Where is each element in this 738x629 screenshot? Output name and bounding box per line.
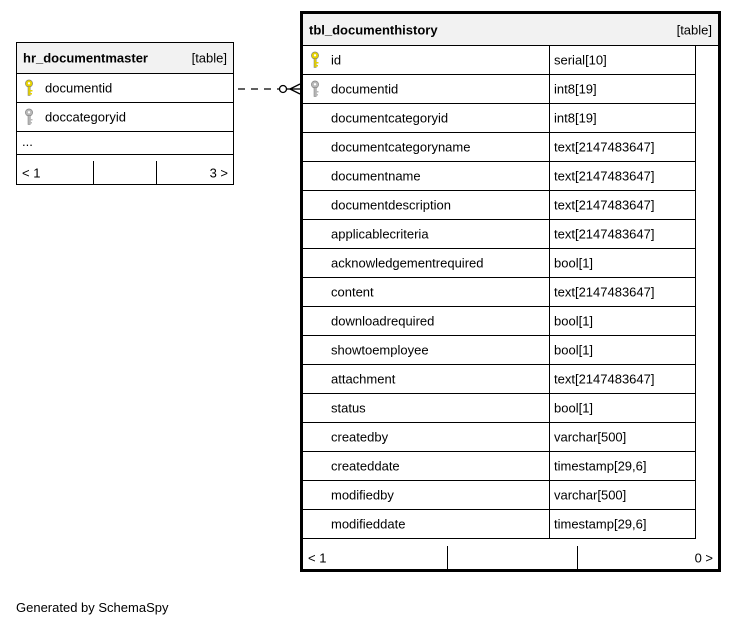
column-name: downloadrequired <box>331 313 435 329</box>
column-name: documentcategoryname <box>331 139 471 155</box>
table-footer <box>303 546 718 569</box>
footer-next-text: 3 > <box>209 165 228 180</box>
column-type: timestamp[29,6] <box>554 516 647 532</box>
column-row-modifieddate[interactable] <box>303 510 696 539</box>
table-kind: [table] <box>191 50 227 66</box>
column-divider <box>549 394 550 423</box>
column-type: serial[10] <box>554 52 607 68</box>
column-type: timestamp[29,6] <box>554 458 647 474</box>
table-header <box>17 43 233 74</box>
column-type: varchar[500] <box>554 429 627 445</box>
column-type: text[2147483647] <box>554 284 655 300</box>
ellipsis-text: ... <box>22 134 33 149</box>
column-row-createddate[interactable] <box>303 452 696 481</box>
column-type: bool[1] <box>554 342 594 358</box>
footer-prev-text: < 1 <box>308 550 327 565</box>
column-divider <box>549 46 550 75</box>
column-divider <box>549 249 550 278</box>
column-row-modifiedby[interactable] <box>303 481 696 510</box>
column-row-acknowledgementrequired[interactable] <box>303 249 696 278</box>
footer-cell-mid <box>94 161 157 184</box>
table-tbl-documenthistory[interactable] <box>300 11 721 572</box>
foreign-key-icon <box>24 108 36 126</box>
column-divider <box>549 133 550 162</box>
column-row-createdby[interactable] <box>303 423 696 452</box>
foreign-key-icon <box>310 80 322 98</box>
table-title: hr_documentmaster <box>23 50 148 66</box>
column-type: text[2147483647] <box>554 197 655 213</box>
column-type: text[2147483647] <box>554 168 655 184</box>
column-row-applicablecriteria[interactable] <box>303 220 696 249</box>
column-name: documentname <box>331 168 421 184</box>
column-row-documentid[interactable] <box>303 75 696 104</box>
column-row-documentdescription[interactable] <box>303 191 696 220</box>
column-divider <box>549 75 550 104</box>
column-row-documentcategoryid[interactable] <box>303 104 696 133</box>
column-row-content[interactable] <box>303 278 696 307</box>
generated-by-label: Generated by SchemaSpy <box>16 600 169 615</box>
footer-cell-next[interactable] <box>578 546 718 569</box>
column-name: documentdescription <box>331 197 451 213</box>
column-divider <box>549 278 550 307</box>
column-row-downloadrequired[interactable] <box>303 307 696 336</box>
table-title: tbl_documenthistory <box>309 22 438 37</box>
column-name: createdby <box>331 429 389 445</box>
column-name: modifieddate <box>331 516 406 532</box>
column-divider <box>549 162 550 191</box>
column-divider <box>549 307 550 336</box>
column-row-documentcategoryname[interactable] <box>303 133 696 162</box>
column-divider <box>549 220 550 249</box>
primary-key-icon <box>24 79 36 97</box>
column-type: bool[1] <box>554 313 594 329</box>
column-row-documentname[interactable] <box>303 162 696 191</box>
table-hr-documentmaster[interactable] <box>16 42 234 185</box>
footer-cell-mid <box>448 546 578 569</box>
column-divider <box>549 423 550 452</box>
column-row-doccategoryid[interactable] <box>17 103 233 132</box>
column-type: varchar[500] <box>554 487 627 503</box>
column-type: bool[1] <box>554 400 594 416</box>
table-footer <box>17 161 233 184</box>
column-name: status <box>331 400 366 416</box>
footer-cell-prev[interactable] <box>303 546 448 569</box>
column-name: createddate <box>331 458 400 474</box>
column-name: id <box>331 52 342 68</box>
footer-cell-next[interactable] <box>157 161 233 184</box>
column-type: int8[19] <box>554 110 597 126</box>
primary-key-icon <box>310 51 322 69</box>
column-name: attachment <box>331 371 396 387</box>
footer-next-text: 0 > <box>694 550 713 565</box>
column-row-showtoemployee[interactable] <box>303 336 696 365</box>
table-kind: [table] <box>676 22 712 37</box>
column-divider <box>549 191 550 220</box>
column-divider <box>549 452 550 481</box>
column-type: text[2147483647] <box>554 139 655 155</box>
column-name: doccategoryid <box>45 109 126 125</box>
column-row-status[interactable] <box>303 394 696 423</box>
column-name: content <box>331 284 374 300</box>
column-name: showtoemployee <box>331 342 429 358</box>
column-type: text[2147483647] <box>554 226 655 242</box>
column-name: applicablecriteria <box>331 226 429 242</box>
footer-prev-text: < 1 <box>22 165 41 180</box>
column-name: documentcategoryid <box>331 110 449 126</box>
table-header <box>303 14 718 46</box>
column-type: text[2147483647] <box>554 371 655 387</box>
column-type: int8[19] <box>554 81 597 97</box>
column-divider <box>549 104 550 133</box>
column-divider <box>549 510 550 539</box>
footer-cell-prev[interactable] <box>17 161 94 184</box>
column-divider <box>549 481 550 510</box>
column-name: documentid <box>331 81 399 97</box>
more-columns-ellipsis <box>17 132 233 155</box>
column-divider <box>549 365 550 394</box>
column-row-id[interactable] <box>303 46 696 75</box>
column-type: bool[1] <box>554 255 594 271</box>
column-row-attachment[interactable] <box>303 365 696 394</box>
column-divider <box>549 336 550 365</box>
column-name: documentid <box>45 80 113 96</box>
column-row-documentid[interactable] <box>17 74 233 103</box>
column-name: acknowledgementrequired <box>331 255 484 271</box>
column-name: modifiedby <box>331 487 394 503</box>
